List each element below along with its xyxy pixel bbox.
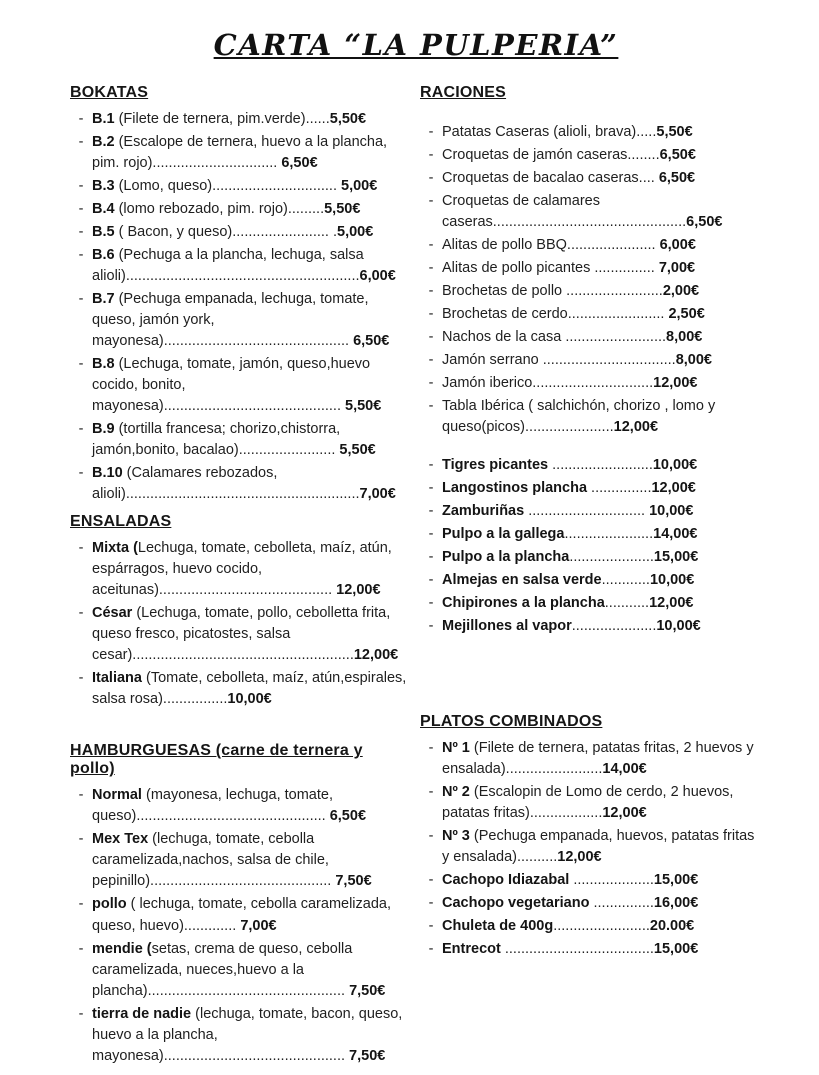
item-description: Brochetas de pollo ........................: [442, 283, 663, 300]
section-heading: PLATOS COMBINADOS: [420, 713, 603, 731]
item-name: Entrecot: [442, 941, 501, 958]
menu-item: [70, 785, 408, 827]
item-text: [92, 132, 408, 174]
item-text: [442, 547, 762, 568]
item-bullet: -: [78, 356, 84, 373]
menu-item: [420, 258, 762, 279]
item-bullet: -: [78, 465, 84, 482]
item-description: .....................: [571, 618, 657, 635]
section-heading: BOKATAS: [70, 84, 149, 101]
item-bullet: -: [78, 1005, 84, 1022]
item-text: [92, 538, 408, 601]
item-text: [442, 478, 762, 499]
menu-item: [420, 396, 762, 438]
item-text: [442, 281, 762, 302]
menu-item: [420, 168, 762, 189]
item-name: Pulpo a la plancha: [442, 549, 570, 566]
item-price: 5,00€: [337, 224, 374, 241]
section-heading: RACIONES: [420, 84, 507, 101]
item-bullet: -: [78, 421, 84, 438]
menu-column-2: [420, 84, 762, 1075]
item-text: [92, 222, 408, 243]
item-text: [92, 354, 408, 417]
item-price: 12,00€: [649, 595, 694, 612]
item-text: [92, 245, 408, 287]
item-name: Mejillones al vapor: [442, 618, 572, 635]
item-description: Nachos de la casa .........................: [442, 329, 667, 346]
item-description: (lechuga, tomate, bacon, queso, huevo a la plancha, mayonesa).............................................: [92, 1005, 403, 1064]
item-description: ...............: [587, 480, 652, 497]
item-price: 14,00€: [602, 761, 647, 778]
item-name: Tigres picantes: [442, 457, 549, 474]
item-text: [442, 870, 762, 891]
item-price: 15,00€: [653, 549, 699, 566]
item-bullet: -: [78, 178, 84, 195]
item-price: 6,50€: [658, 170, 696, 187]
item-text: [442, 373, 762, 394]
item-text: [442, 145, 762, 166]
item-text: [92, 785, 408, 827]
menu-item: [420, 122, 762, 143]
item-text: [92, 199, 408, 220]
item-bullet: -: [428, 828, 434, 845]
item-price: 7,00€: [359, 486, 396, 503]
item-price: 10,00€: [649, 572, 695, 589]
item-price: 5,50€: [329, 111, 367, 127]
menu-item: [420, 478, 762, 499]
item-text: [92, 603, 408, 666]
item-description: .............................: [524, 503, 650, 520]
menu-item: [420, 870, 762, 891]
item-name: B.1: [92, 111, 115, 127]
item-price: 5,50€: [339, 442, 376, 459]
item-text: [92, 668, 408, 710]
item-text: [92, 894, 408, 936]
item-bullet: -: [428, 193, 434, 210]
item-name: Langostinos plancha: [442, 480, 588, 497]
item-bullet: -: [428, 329, 434, 346]
item-bullet: -: [428, 283, 434, 300]
item-price: 14,00€: [653, 526, 698, 543]
item-description: (lomo rebozado, pim. rojo).........: [114, 201, 325, 218]
item-name: tierra de nadie: [92, 1005, 192, 1022]
menu-item: [70, 939, 408, 1002]
item-description: .........................: [548, 457, 653, 474]
item-text: [442, 168, 762, 189]
item-price: 7,00€: [240, 917, 277, 934]
item-name: B.6: [92, 247, 115, 264]
item-price: 6,50€: [659, 147, 696, 164]
item-description: .....................................: [500, 941, 654, 958]
item-price: 5,50€: [324, 201, 361, 218]
item-text: [442, 524, 762, 545]
item-bullet: -: [428, 918, 434, 935]
item-price: 12,00€: [336, 582, 381, 599]
item-bullet: -: [78, 291, 84, 308]
menu-item: [70, 245, 408, 287]
menu-section: [70, 84, 408, 505]
item-text: [442, 616, 762, 637]
item-name: B.5: [92, 224, 115, 241]
menu-item: [420, 327, 762, 348]
item-bullet: -: [78, 224, 84, 241]
item-name: Nº 1: [442, 740, 470, 757]
menu-item: [70, 176, 408, 197]
menu-section: [420, 84, 762, 637]
item-name: Italiana: [92, 670, 142, 687]
menu-item: [70, 222, 408, 243]
item-price: 7,50€: [349, 982, 386, 999]
item-text: [92, 176, 408, 197]
item-price: 8,00€: [666, 329, 703, 346]
item-bullet: -: [428, 352, 434, 369]
item-text: [442, 258, 762, 279]
item-name: Cachopo vegetariano: [442, 895, 590, 912]
item-text: [442, 593, 762, 614]
menu-column-1: [70, 84, 408, 1075]
item-description: ....................: [569, 872, 654, 889]
item-description: Lechuga, tomate, cebolleta, maíz, atún, espárragos, huevo cocido, aceitunas)...........................................: [92, 540, 392, 599]
menu-item: [420, 350, 762, 371]
item-name: Cachopo Idiazabal: [442, 872, 570, 889]
menu-item: [420, 939, 762, 960]
item-description: (Lechuga, tomate, pollo, cebolletta frita, queso fresco, picatostes, salsa cesar).......................................................: [92, 605, 391, 664]
item-price: 5,00€: [341, 178, 378, 195]
section-heading: ENSALADAS: [70, 513, 172, 531]
item-description: .....................: [569, 549, 654, 566]
item-description: (lechuga, tomate, cebolla caramelizada,nachos, salsa de chile, pepinillo).............................................: [92, 831, 336, 890]
menu-item: [70, 603, 408, 666]
menu-item: [70, 1004, 408, 1067]
item-price: 6,50€: [686, 214, 723, 231]
item-bullet: -: [428, 480, 434, 497]
item-name: Chuleta de 400g: [442, 918, 554, 935]
item-price: 6,50€: [329, 808, 367, 825]
item-description: ( Bacon, y queso)........................ .: [114, 224, 337, 241]
item-text: [442, 782, 762, 824]
item-text: [442, 191, 762, 233]
item-name: mendie (: [92, 940, 152, 957]
item-name: B.7: [92, 291, 115, 308]
item-name: Mixta (: [92, 540, 138, 557]
item-price: 2,50€: [668, 306, 705, 323]
item-text: [442, 893, 762, 914]
item-text: [92, 1004, 408, 1067]
item-price: 20.00€: [649, 918, 695, 935]
item-name: César: [92, 605, 133, 622]
item-text: [442, 939, 762, 960]
item-text: [442, 304, 762, 325]
item-text: [442, 350, 762, 371]
menu-item: [420, 616, 762, 637]
menu-item: [420, 547, 762, 568]
item-name: B.3: [92, 178, 115, 195]
item-bullet: -: [428, 375, 434, 392]
menu-section: [70, 742, 408, 1066]
item-price: 6,00€: [359, 268, 396, 285]
item-price: 12,00€: [602, 805, 647, 822]
item-description: Jamón iberico..............................: [442, 375, 654, 392]
menu-item: [70, 289, 408, 352]
menu-item: [420, 593, 762, 614]
item-price: 6,00€: [659, 237, 696, 254]
menu-item: [420, 235, 762, 256]
item-description: Tabla Ibérica ( salchichón, chorizo , lomo y queso(picos)......................: [442, 398, 716, 436]
item-name: Almejas en salsa verde: [442, 572, 602, 589]
item-price: 12,00€: [613, 419, 659, 436]
item-bullet: -: [428, 306, 434, 323]
menu-item: [70, 463, 408, 505]
item-description: Jamón serrano .................................: [442, 352, 676, 369]
section-heading: HAMBURGUESAS (carne de ternera y pollo): [70, 742, 363, 778]
item-bullet: -: [428, 549, 434, 566]
item-text: [92, 109, 408, 130]
item-description: ............: [601, 572, 650, 589]
item-name: Normal: [92, 787, 142, 804]
menu-item: [420, 893, 762, 914]
item-description: Croquetas de calamares caseras................................................: [442, 193, 687, 231]
item-price: 10,00€: [649, 503, 694, 520]
item-bullet: -: [78, 134, 84, 151]
menu-item: [420, 455, 762, 476]
item-bullet: -: [428, 398, 434, 415]
item-description: Alitas de pollo picantes ...............: [442, 260, 659, 277]
item-bullet: -: [428, 595, 434, 612]
item-name: B.2: [92, 134, 115, 151]
item-description: ...........: [604, 595, 650, 612]
menu-item: [70, 538, 408, 601]
item-price: 12,00€: [651, 480, 696, 497]
item-name: B.4: [92, 201, 115, 218]
item-description: (Filete de ternera, patatas fritas, 2 huevos y ensalada)........................: [442, 740, 754, 778]
menu-item: [420, 373, 762, 394]
item-name: B.9: [92, 421, 115, 438]
item-bullet: -: [78, 896, 84, 913]
item-bullet: -: [78, 247, 84, 264]
item-price: 10,00€: [227, 691, 272, 708]
item-name: pollo: [92, 896, 127, 913]
item-bullet: -: [78, 787, 84, 804]
item-description: (Pechuga a la plancha, lechuga, salsa alioli)..........................................................: [92, 247, 364, 285]
menu-item: [420, 570, 762, 591]
item-bullet: -: [428, 895, 434, 912]
item-text: [92, 289, 408, 352]
menu-item: [70, 109, 408, 130]
item-bullet: -: [428, 457, 434, 474]
item-description: ( lechuga, tomate, cebolla caramelizada, queso, huevo).............: [92, 896, 392, 934]
item-price: 12,00€: [653, 375, 698, 392]
item-bullet: -: [78, 831, 84, 848]
menu-item: [420, 191, 762, 233]
item-bullet: -: [428, 124, 434, 140]
item-bullet: -: [428, 618, 434, 635]
item-name: Mex Tex: [92, 831, 149, 848]
item-name: Chipirones a la plancha: [442, 595, 605, 612]
item-bullet: -: [428, 237, 434, 254]
menu-item: [420, 145, 762, 166]
menu-item: [70, 419, 408, 461]
item-price: 8,00€: [675, 352, 712, 369]
item-description: Alitas de pollo BBQ......................: [442, 237, 660, 254]
item-description: (Calamares rebozados, alioli)..........................................................: [92, 465, 360, 503]
item-description: (Lomo, queso)...............................: [114, 178, 342, 195]
item-name: Zamburiñas: [442, 503, 525, 520]
menu-section: [420, 713, 762, 960]
item-price: 10,00€: [652, 457, 698, 474]
menu-item: [420, 281, 762, 302]
item-text: [442, 570, 762, 591]
item-bullet: -: [78, 940, 84, 957]
page-title: CARTA “LA PULPERIA”: [213, 28, 619, 62]
item-name: B.8: [92, 356, 115, 373]
item-text: [92, 939, 408, 1002]
item-bullet: -: [428, 872, 434, 889]
item-price: 5,50€: [345, 398, 382, 415]
menu-item: [420, 304, 762, 325]
item-price: 2,00€: [662, 283, 700, 300]
item-price: 6,50€: [281, 155, 318, 172]
item-bullet: -: [428, 147, 434, 164]
item-price: 5,50€: [656, 124, 693, 140]
item-price: 15,00€: [653, 872, 699, 889]
item-bullet: -: [428, 170, 434, 187]
item-text: [442, 738, 762, 780]
item-description: (mayonesa, lechuga, tomate, queso)...............................................: [92, 787, 333, 825]
item-price: 7,50€: [335, 873, 372, 890]
menu-item: [70, 829, 408, 892]
item-price: 7,50€: [349, 1047, 386, 1064]
item-text: [442, 455, 762, 476]
item-price: 12,00€: [557, 849, 602, 866]
item-description: (Pechuga empanada, huevos, patatas fritas y ensalada)..........: [442, 828, 755, 866]
item-description: Brochetas de cerdo........................: [442, 306, 669, 323]
item-name: Nº 2: [442, 784, 470, 801]
item-description: ........................: [553, 918, 650, 935]
item-description: ...............: [589, 895, 654, 912]
menu-item: [70, 354, 408, 417]
item-price: 12,00€: [353, 647, 399, 664]
item-bullet: -: [428, 740, 434, 757]
item-text: [442, 501, 762, 522]
item-name: Pulpo a la gallega: [442, 526, 565, 543]
menu-item: [70, 132, 408, 174]
item-price: 16,00€: [653, 895, 699, 912]
item-text: [442, 122, 762, 143]
item-bullet: -: [78, 111, 84, 127]
item-text: [442, 826, 762, 868]
item-text: [92, 829, 408, 892]
item-name: B.10: [92, 465, 123, 482]
item-price: 10,00€: [656, 618, 701, 635]
item-bullet: -: [428, 784, 434, 801]
menu-item: [420, 738, 762, 780]
menu-item: [420, 782, 762, 824]
menu-item: [70, 199, 408, 220]
item-description: ......................: [564, 526, 654, 543]
menu-item: [70, 894, 408, 936]
item-description: (Filete de ternera, pim.verde)......: [114, 111, 330, 127]
item-description: (tortilla francesa; chorizo,chistorra, jamón,bonito, bacalao)........................: [92, 421, 341, 459]
item-bullet: -: [428, 526, 434, 543]
item-description: (Lechuga, tomate, jamón, queso,huevo cocido, bonito, mayonesa)............................................: [92, 356, 371, 415]
item-bullet: -: [78, 201, 84, 218]
menu-item: [420, 826, 762, 868]
item-text: [92, 463, 408, 505]
item-description: (Pechuga empanada, lechuga, tomate, queso, jamón york, mayonesa)..............................................: [92, 291, 369, 350]
item-description: Croquetas de jamón caseras........: [442, 147, 660, 164]
menu-item: [70, 668, 408, 710]
item-bullet: -: [78, 540, 84, 557]
item-text: [442, 396, 762, 438]
item-bullet: -: [428, 572, 434, 589]
menu-item: [420, 501, 762, 522]
item-description: (Escalopin de Lomo de cerdo, 2 huevos, patatas fritas)..................: [442, 784, 734, 822]
item-description: (Tomate, cebolleta, maíz, atún,espirales, salsa rosa)................: [92, 670, 407, 708]
item-text: [92, 419, 408, 461]
item-bullet: -: [428, 260, 434, 277]
item-price: 7,00€: [658, 260, 696, 277]
menu-columns: [70, 84, 762, 1075]
menu-section: [70, 513, 408, 710]
item-text: [442, 235, 762, 256]
item-text: [442, 327, 762, 348]
item-price: 15,00€: [653, 941, 699, 958]
item-bullet: -: [78, 605, 84, 622]
menu-item: [420, 916, 762, 937]
item-description: Patatas Caseras (alioli, brava).....: [442, 124, 657, 140]
menu-item: [420, 524, 762, 545]
item-text: [442, 916, 762, 937]
item-price: 6,50€: [353, 333, 390, 350]
item-description: (Escalope de ternera, huevo a la plancha, pim. rojo)...............................: [92, 134, 388, 172]
item-bullet: -: [428, 503, 434, 520]
item-bullet: -: [428, 941, 434, 958]
item-name: Nº 3: [442, 828, 470, 845]
item-description: Croquetas de bacalao caseras....: [442, 170, 659, 187]
item-bullet: -: [78, 670, 84, 687]
item-description: setas, crema de queso, cebolla caramelizada, nueces,huevo a la plancha).................................................: [92, 940, 353, 999]
